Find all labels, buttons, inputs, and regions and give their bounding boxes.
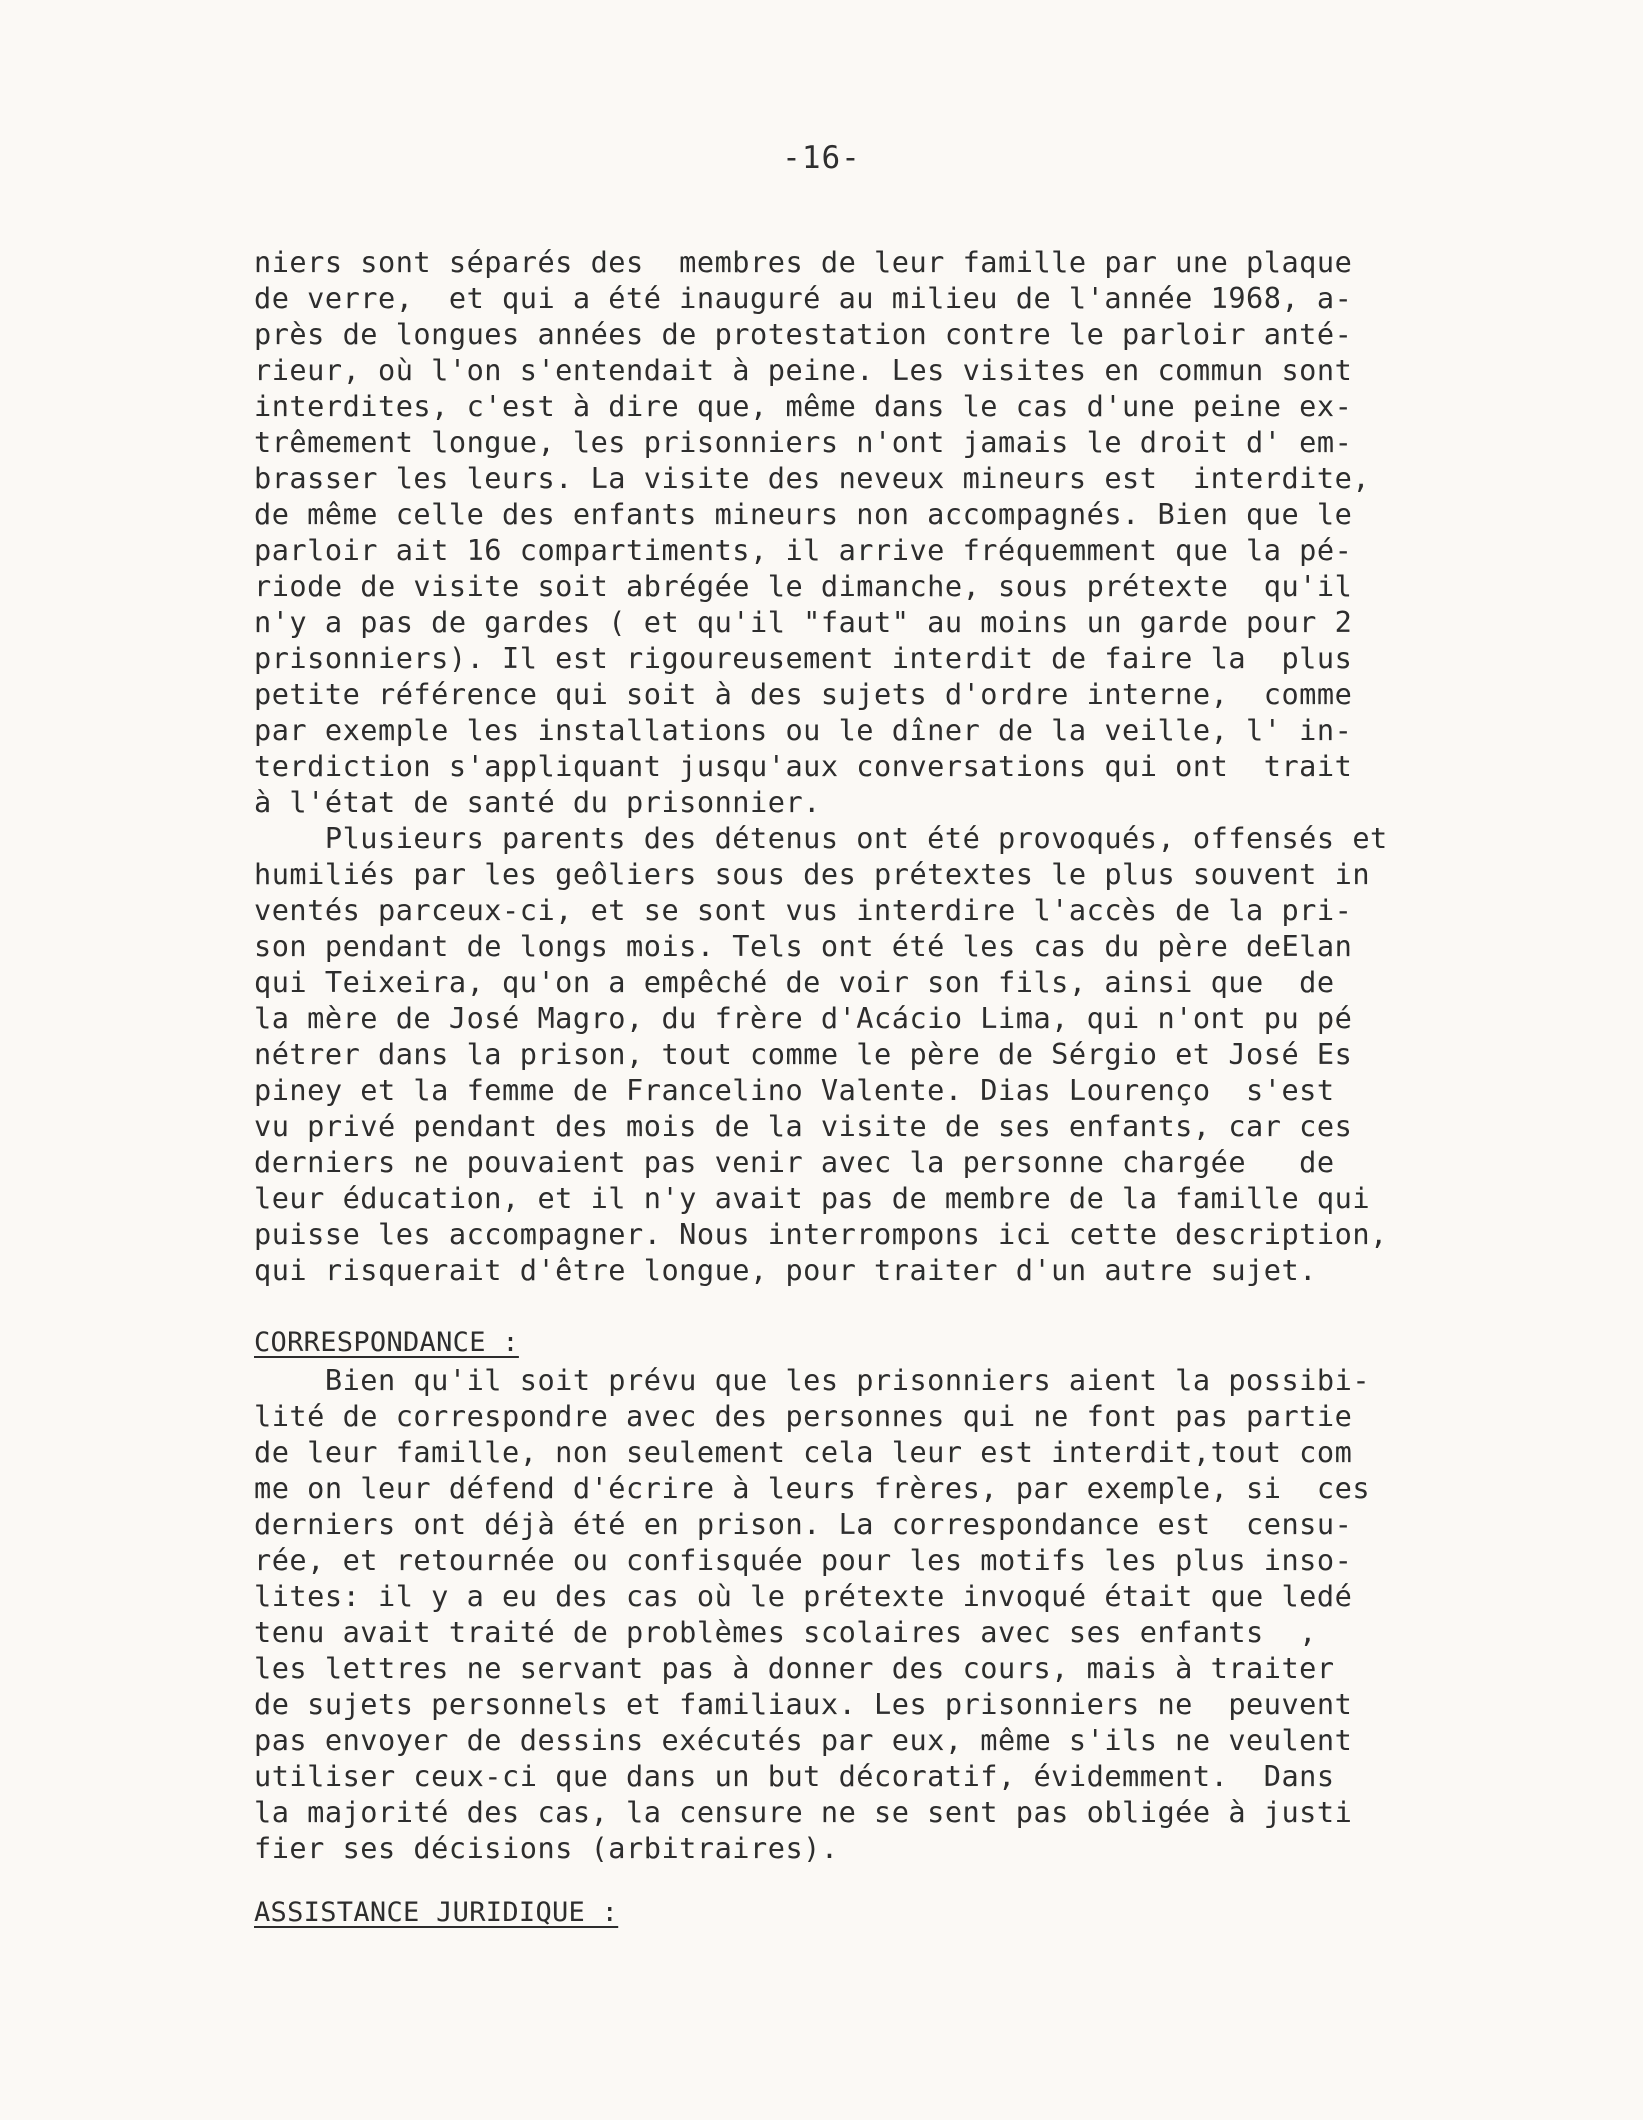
text-line: petite référence qui soit à des sujets d'ordre interne, comme	[254, 677, 1353, 711]
text-line: utiliser ceux-ci que dans un but décoratif, évidemment. Dans	[254, 1759, 1335, 1793]
text-line: me on leur défend d'écrire à leurs frères, par exemple, si ces	[254, 1471, 1371, 1505]
section-heading-assistance: ASSISTANCE JURIDIQUE :	[254, 1897, 619, 1928]
text-line: Plusieurs parents des détenus ont été provoqués, offensés et	[254, 821, 1388, 855]
text-line: lites: il y a eu des cas où le prétexte invoqué était que ledé	[254, 1579, 1353, 1613]
text-line: parloir ait 16 compartiments, il arrive fréquemment que la pé-	[254, 533, 1353, 567]
text-line: à l'état de santé du prisonnier.	[254, 785, 821, 819]
text-line: ventés parceux-ci, et se sont vus interdire l'accès de la pri-	[254, 893, 1353, 927]
text-line: pas envoyer de dessins exécutés par eux, même s'ils ne veulent	[254, 1723, 1353, 1757]
text-line: Bien qu'il soit prévu que les prisonniers aient la possibi-	[254, 1363, 1371, 1397]
text-line: de même celle des enfants mineurs non accompagnés. Bien que le	[254, 497, 1353, 531]
text-line: interdites, c'est à dire que, même dans le cas d'une peine ex-	[254, 389, 1353, 423]
text-line: riode de visite soit abrégée le dimanche, sous prétexte qu'il	[254, 569, 1353, 603]
text-line: rieur, où l'on s'entendait à peine. Les visites en commun sont	[254, 353, 1353, 387]
visits-text-block	[254, 244, 1524, 1288]
page-number: -16-	[782, 140, 861, 176]
text-line: terdiction s'appliquant jusqu'aux conversations qui ont trait	[254, 749, 1353, 783]
text-line: brasser les leurs. La visite des neveux mineurs est interdite,	[254, 461, 1371, 495]
text-line: fier ses décisions (arbitraires).	[254, 1831, 839, 1865]
text-line: par exemple les installations ou le dîner de la veille, l' in-	[254, 713, 1353, 747]
text-line: les lettres ne servant pas à donner des cours, mais à traiter	[254, 1651, 1335, 1685]
text-line: piney et la femme de Francelino Valente. Dias Lourenço s'est	[254, 1073, 1335, 1107]
text-line: la majorité des cas, la censure ne se sent pas obligée à justi	[254, 1795, 1353, 1829]
text-line: prisonniers). Il est rigoureusement interdit de faire la plus	[254, 641, 1353, 675]
text-line: de sujets personnels et familiaux. Les prisonniers ne peuvent	[254, 1687, 1353, 1721]
text-line: qui Teixeira, qu'on a empêché de voir son fils, ainsi que de	[254, 965, 1335, 999]
text-line: de verre, et qui a été inauguré au milieu de l'année 1968, a-	[254, 281, 1353, 315]
text-line: n'y a pas de gardes ( et qu'il "faut" au moins un garde pour 2	[254, 605, 1353, 639]
text-line: nétrer dans la prison, tout comme le père de Sérgio et José Es	[254, 1037, 1353, 1071]
text-line: humiliés par les geôliers sous des prétextes le plus souvent in	[254, 857, 1371, 891]
section-heading-correspondance: CORRESPONDANCE :	[254, 1327, 519, 1358]
text-line: lité de correspondre avec des personnes qui ne font pas partie	[254, 1399, 1353, 1433]
correspondance-text-block	[254, 1362, 1524, 1866]
text-line: de leur famille, non seulement cela leur est interdit,tout com	[254, 1435, 1353, 1469]
text-line: rée, et retournée ou confisquée pour les motifs les plus inso-	[254, 1543, 1353, 1577]
text-line: leur éducation, et il n'y avait pas de membre de la famille qui	[254, 1181, 1371, 1215]
text-line: puisse les accompagner. Nous interrompons ici cette description,	[254, 1217, 1388, 1251]
text-line: derniers ont déjà été en prison. La correspondance est censu-	[254, 1507, 1353, 1541]
text-line: niers sont séparés des membres de leur famille par une plaque	[254, 245, 1353, 279]
text-line: vu privé pendant des mois de la visite de ses enfants, car ces	[254, 1109, 1353, 1143]
text-line: la mère de José Magro, du frère d'Acácio Lima, qui n'ont pu pé	[254, 1001, 1353, 1035]
text-line: son pendant de longs mois. Tels ont été les cas du père deElan	[254, 929, 1353, 963]
text-line: près de longues années de protestation contre le parloir anté-	[254, 317, 1353, 351]
text-line: trêmement longue, les prisonniers n'ont jamais le droit d' em-	[254, 425, 1353, 459]
text-line: derniers ne pouvaient pas venir avec la personne chargée de	[254, 1145, 1335, 1179]
text-line: tenu avait traité de problèmes scolaires avec ses enfants ,	[254, 1615, 1317, 1649]
text-line: qui risquerait d'être longue, pour traiter d'un autre sujet.	[254, 1253, 1317, 1287]
